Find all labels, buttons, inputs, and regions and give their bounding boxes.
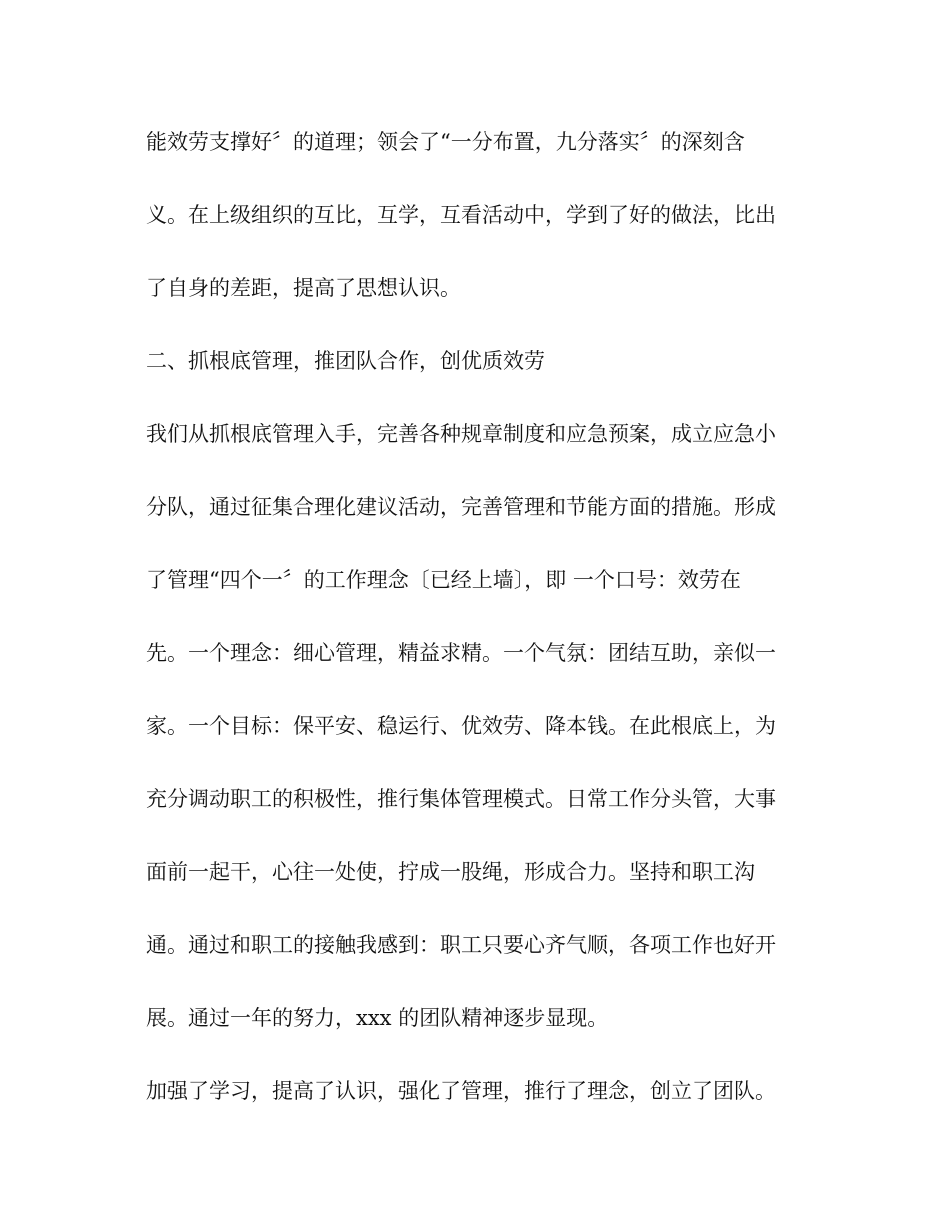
- paragraph-line: 我们从抓根底管理入手，完善各种规章制度和应急预案，成立应急小: [146, 422, 776, 446]
- paragraph-line: 先。一个理念：细心管理，精益求精。一个气氛：团结互助，亲似一: [146, 641, 776, 665]
- paragraph-line: 了管理“四个一〞的工作理念〔已经上墙〕，即 一个口号：效劳在: [146, 568, 741, 592]
- paragraph-line: 家。一个目标：保平安、稳运行、优效劳、降本钱。在此根底上，为: [146, 714, 776, 738]
- paragraph-line: 展。通过一年的努力，xxx 的团队精神逐步显现。: [146, 1006, 609, 1030]
- section-heading: 二、抓根底管理，推团队合作，创优质效劳: [146, 349, 545, 373]
- paragraph-line: 充分调动职工的积极性，推行集体管理模式。日常工作分头管，大事: [146, 787, 776, 811]
- paragraph-line: 加强了学习，提高了认识，强化了管理，推行了理念，创立了团队。: [146, 1079, 776, 1103]
- paragraph-line: 义。在上级组织的互比，互学，互看活动中，学到了好的做法，比出: [146, 203, 776, 227]
- paragraph-line: 面前一起干，心往一处使，拧成一股绳，形成合力。坚持和职工沟: [146, 860, 755, 884]
- paragraph-line: 分队，通过征集合理化建议活动，完善管理和节能方面的措施。形成: [146, 495, 776, 519]
- paragraph-line: 了自身的差距，提高了思想认识。: [146, 276, 461, 300]
- paragraph-line: 能效劳支撑好〞的道理；领会了“一分布置，九分落实〞的深刻含: [146, 130, 745, 154]
- paragraph-line: 通。通过和职工的接触我感到：职工只要心齐气顺，各项工作也好开: [146, 933, 776, 957]
